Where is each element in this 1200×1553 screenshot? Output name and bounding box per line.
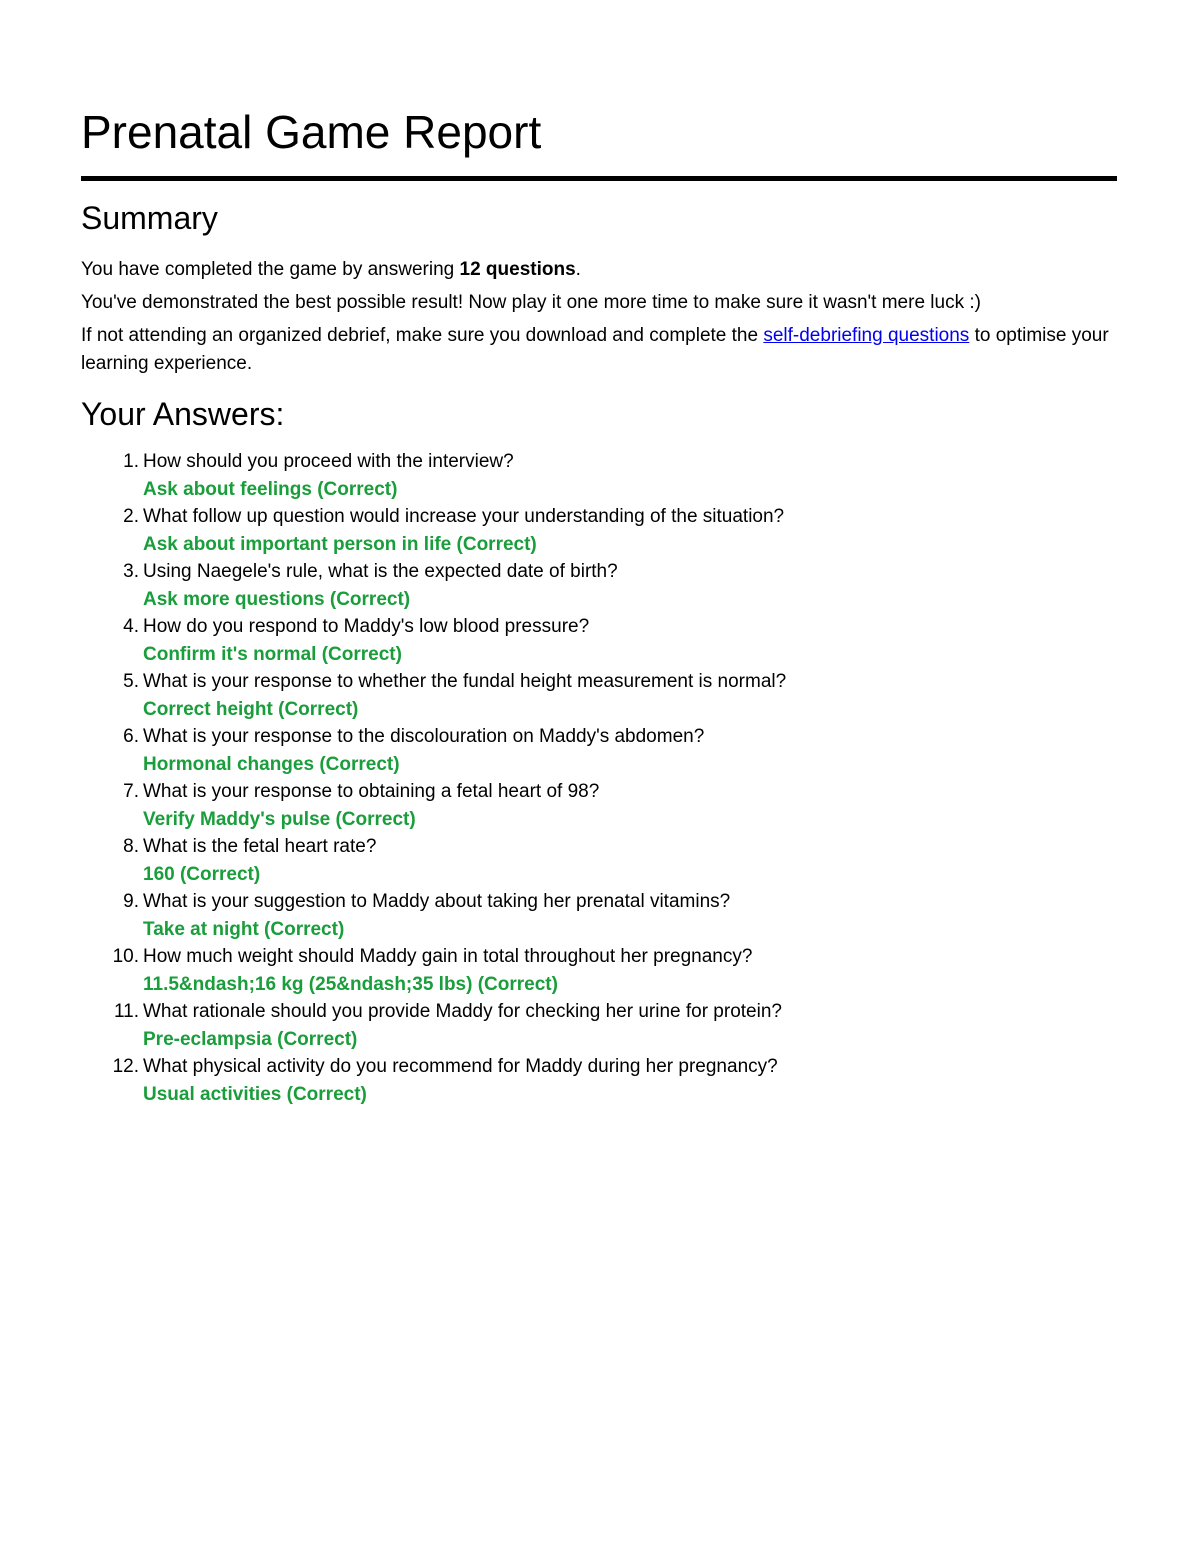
question-text: How should you proceed with the interview? — [143, 451, 514, 472]
answer-text: Verify Maddy's pulse (Correct) — [143, 808, 416, 830]
question-count: 12 questions — [459, 259, 576, 280]
question-text: Using Naegele's rule, what is the expected date of birth? — [143, 561, 618, 582]
self-debriefing-link[interactable]: self-debriefing questions — [763, 325, 970, 346]
answer-text: Ask about feelings (Correct) — [143, 478, 398, 500]
answers-list — [81, 448, 1111, 1108]
question-number: 4. — [123, 616, 139, 637]
question-number: 3. — [123, 561, 139, 582]
summary-debrief-suffix: to optimise your learning experience. — [81, 325, 1109, 374]
answer-item — [81, 833, 1111, 888]
answer-item — [81, 668, 1111, 723]
question-number: 6. — [123, 726, 139, 747]
question-text: What is your response to whether the fundal height measurement is normal? — [143, 671, 787, 692]
question-number: 7. — [123, 781, 139, 802]
summary-section — [81, 256, 1111, 378]
answer-item — [81, 1053, 1111, 1108]
summary-debrief-prefix: If not attending an organized debrief, make sure you download and complete the — [81, 325, 764, 346]
question-number: 5. — [123, 671, 139, 692]
question-text: How much weight should Maddy gain in total throughout her pregnancy? — [143, 946, 753, 967]
question-number: 1. — [123, 451, 139, 472]
question-text: What is your response to the discolouration on Maddy's abdomen? — [143, 726, 705, 747]
answer-item — [81, 503, 1111, 558]
summary-completion — [81, 256, 1111, 284]
answer-text: 160 (Correct) — [143, 863, 261, 885]
answer-item — [81, 888, 1111, 943]
question-number: 10. — [112, 946, 139, 967]
question-text: What is the fetal heart rate? — [143, 836, 377, 857]
title-divider — [81, 176, 1117, 181]
question-number: 2. — [123, 506, 139, 527]
answer-text: Usual activities (Correct) — [143, 1083, 367, 1105]
answer-text: Ask about important person in life (Correct) — [143, 533, 537, 555]
answer-text: Hormonal changes (Correct) — [143, 753, 400, 775]
answers-heading: Your Answers: — [81, 396, 285, 432]
answer-item — [81, 943, 1111, 998]
summary-completion-prefix: You have completed the game by answering — [81, 259, 460, 280]
summary-result: You've demonstrated the best possible result! Now play it one more time to make sure it wasn't mere luck :) — [81, 292, 981, 313]
question-text: What is your suggestion to Maddy about taking her prenatal vitamins? — [143, 891, 731, 912]
answer-text: Take at night (Correct) — [143, 918, 345, 940]
answer-item — [81, 558, 1111, 613]
summary-debrief — [81, 322, 1111, 378]
summary-completion-suffix: . — [575, 259, 581, 280]
answer-item — [81, 723, 1111, 778]
answer-item — [81, 998, 1111, 1053]
question-number: 12. — [112, 1056, 139, 1077]
answer-item — [81, 778, 1111, 833]
question-text: What physical activity do you recommend for Maddy during her pregnancy? — [143, 1056, 778, 1077]
question-number: 9. — [123, 891, 139, 912]
answer-text: Confirm it's normal (Correct) — [143, 643, 402, 665]
question-text: What follow up question would increase your understanding of the situation? — [143, 506, 785, 527]
question-number: 11. — [113, 1001, 139, 1022]
answer-item — [81, 448, 1111, 503]
answer-text: Ask more questions (Correct) — [143, 588, 411, 610]
question-text: What is your response to obtaining a fetal heart of 98? — [143, 781, 600, 802]
question-text: How do you respond to Maddy's low blood pressure? — [143, 616, 590, 637]
page-title: Prenatal Game Report — [81, 106, 542, 158]
summary-heading: Summary — [81, 200, 218, 236]
question-text: What rationale should you provide Maddy for checking her urine for protein? — [143, 1001, 782, 1022]
question-number: 8. — [123, 836, 139, 857]
answer-item — [81, 613, 1111, 668]
answer-text: Pre-eclampsia (Correct) — [143, 1028, 358, 1050]
answer-text: 11.5&ndash;16 kg (25&ndash;35 lbs) (Correct) — [143, 973, 558, 995]
answer-text: Correct height (Correct) — [143, 698, 359, 720]
